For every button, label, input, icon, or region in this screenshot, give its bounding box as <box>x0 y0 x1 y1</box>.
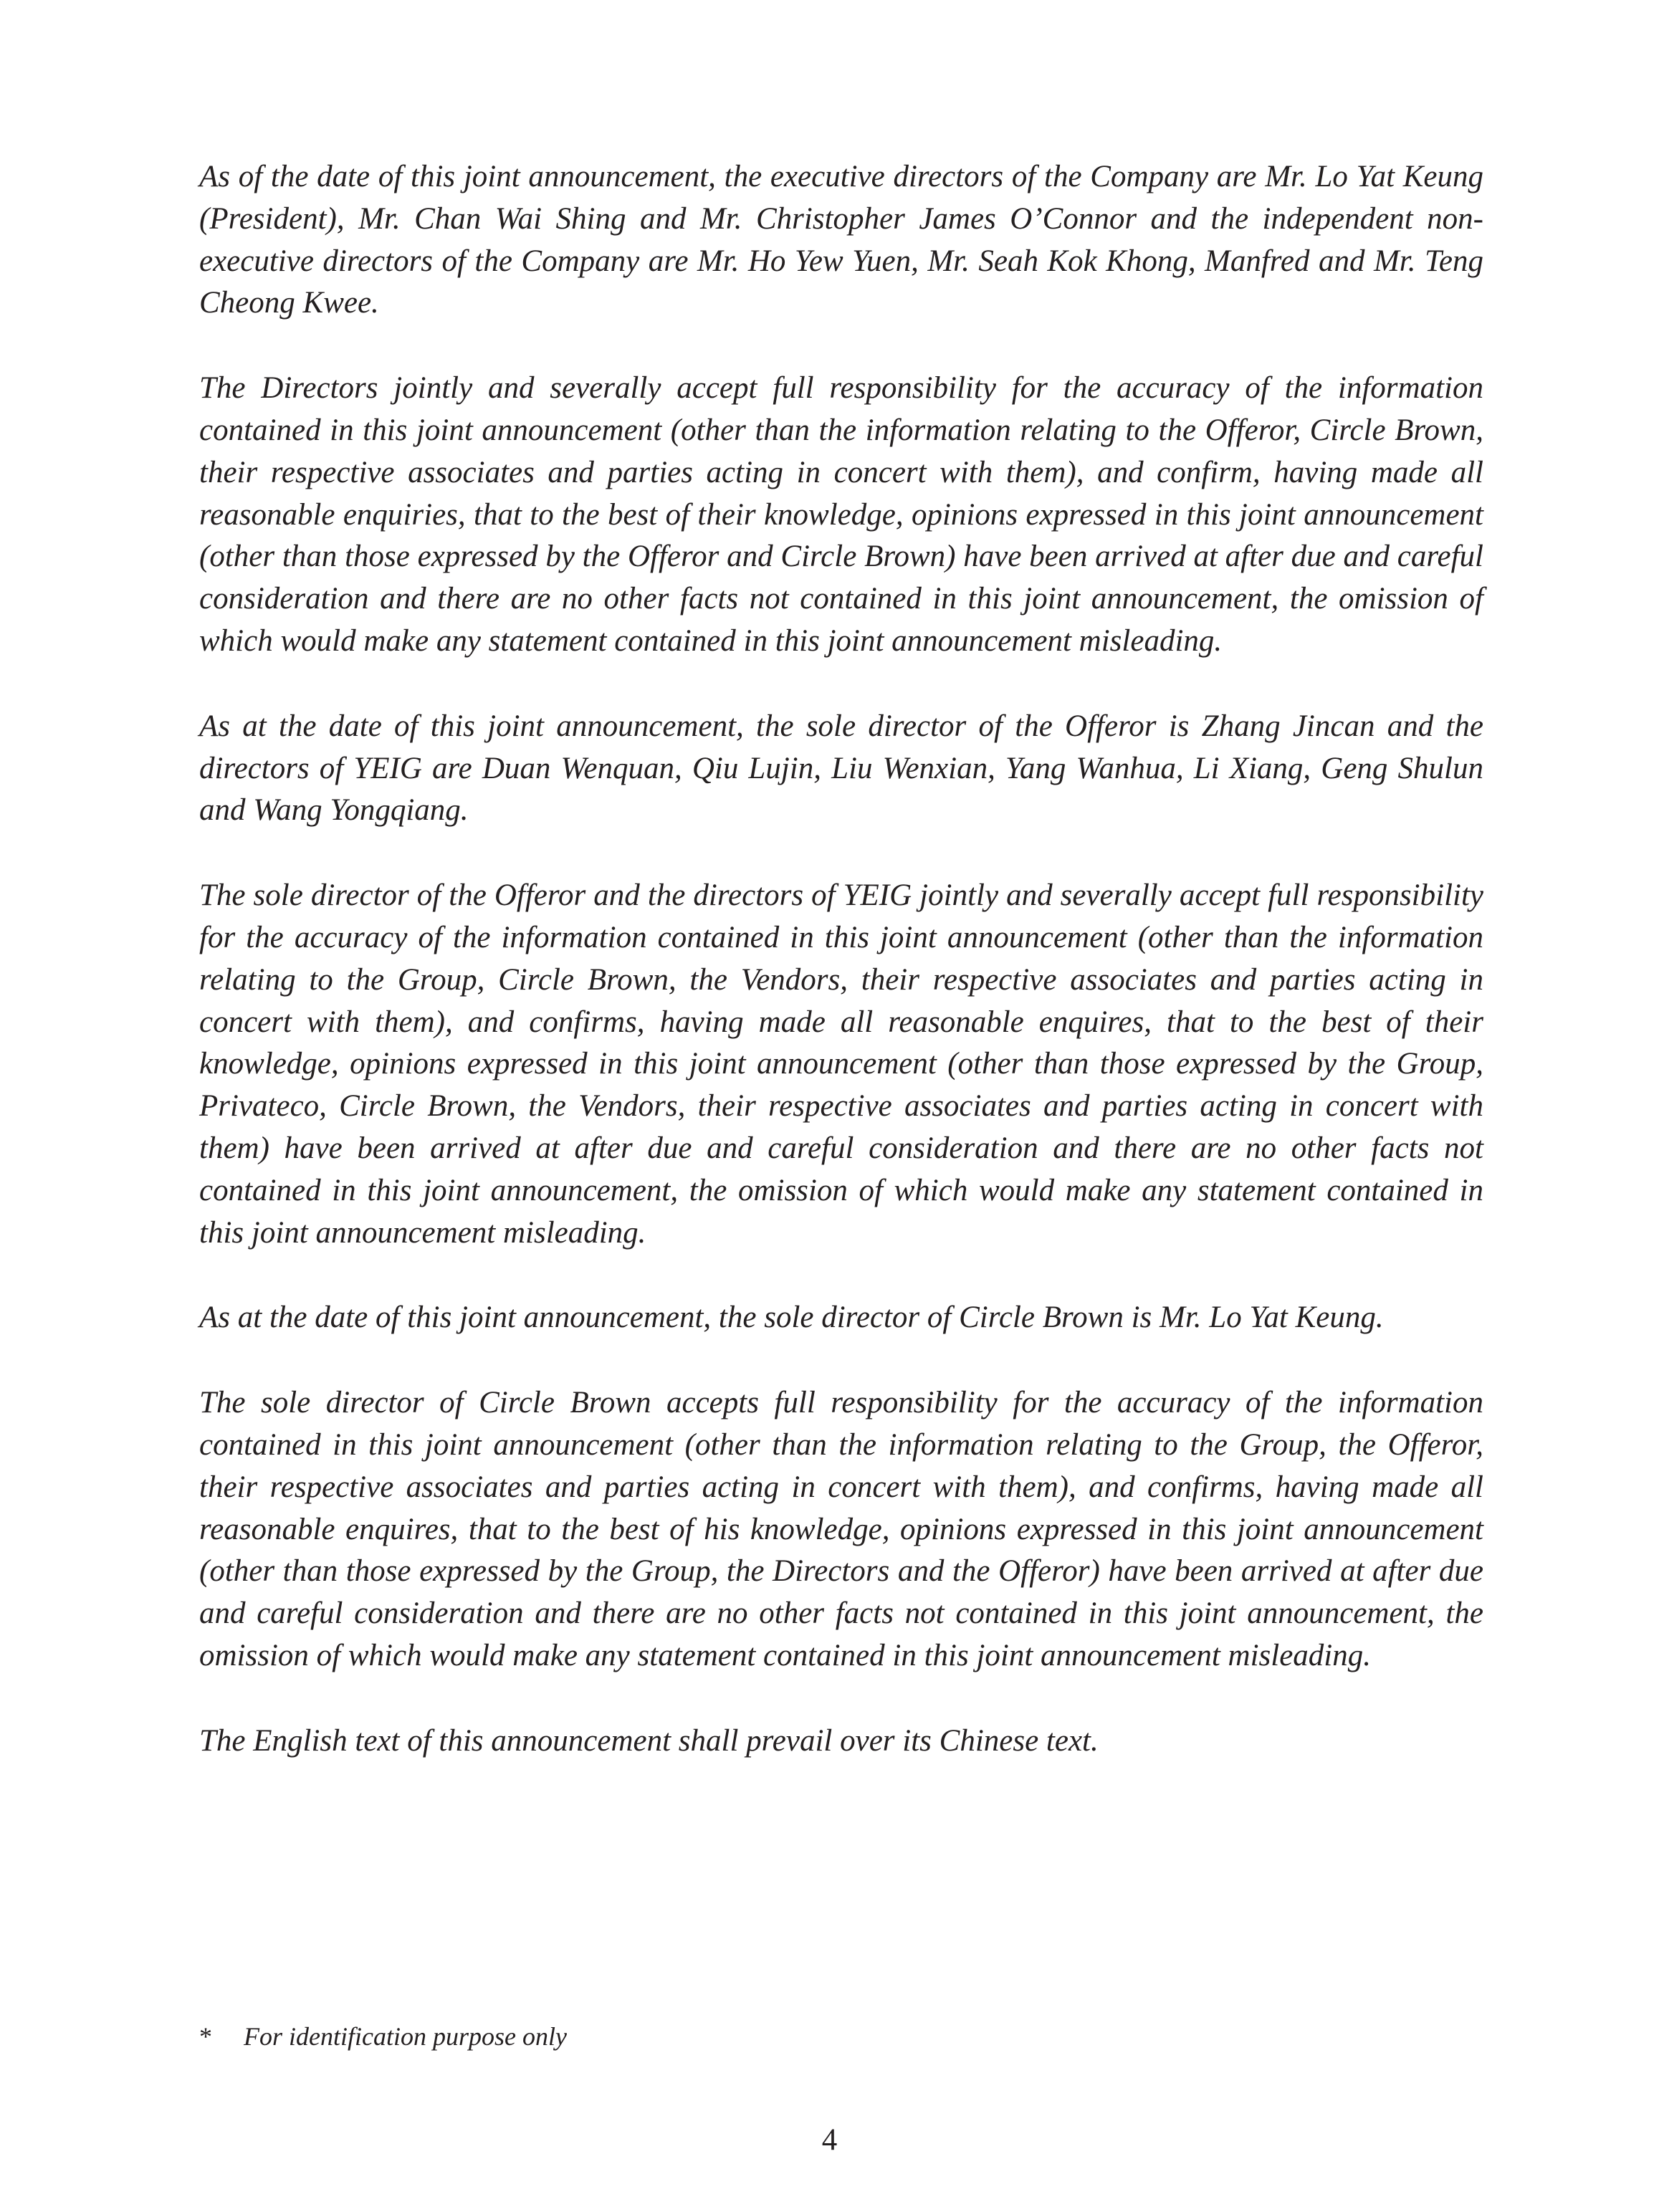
paragraph-circle-brown-responsibility: The sole director of Circle Brown accepts full responsibility for the accuracy of the information contained in this joint announcement (other than the information relating to the Group, the Offeror, their respective associates and parties acting in concert with them), and confirms, having made all reasonable enquires, that to the best of his knowledge, opinions expressed in this joint announcement (other than those expressed by the Group, the Directors and the Offeror) have been arrived at after due and careful consideration and there are no other facts not contained in this joint announcement, the omission of which would make any statement contained in this joint announcement misleading. <box>199 1386 1483 1672</box>
paragraph-language-prevail: The English text of this announcement shall prevail over its Chinese text. <box>199 1723 1099 1758</box>
announcement-body <box>199 156 1483 1763</box>
footnote-text: For identification purpose only <box>244 2022 567 2051</box>
page-number: 4 <box>821 2123 838 2157</box>
paragraph-company-directors: As of the date of this joint announcement, the executive directors of the Company are Mr. Lo Yat Keung (President), Mr. Chan Wai Shing and Mr. Christopher James O’Connor and the independent non-executive directors of the Company are Mr. Ho Yew Yuen, Mr. Seah Kok Khong, Manfred and Mr. Teng Cheong Kwee. <box>199 160 1483 320</box>
paragraph-directors-responsibility: The Directors jointly and severally accept full responsibility for the accuracy of the information contained in this joint announcement (other than the information relating to the Offeror, Circle Brown, their respective associates and parties acting in concert with them), and confirm, having made all reasonable enquiries, that to the best of their knowledge, opinions expressed in this joint announcement (other than those expressed by the Offeror and Circle Brown) have been arrived at after due and careful consideration and there are no other facts not contained in this joint announcement, the omission of which would make any statement contained in this joint announcement misleading. <box>199 371 1483 658</box>
paragraph-offeror-responsibility: The sole director of the Offeror and the directors of YEIG jointly and severally accept full responsibility for the accuracy of the information contained in this joint announcement (other than the information relating to the Group, Circle Brown, the Vendors, their respective associates and parties acting in concert with them), and confirms, having made all reasonable enquires, that to the best of their knowledge, opinions expressed in this joint announcement (other than those expressed by the Group, Privateco, Circle Brown, the Vendors, their respective associates and parties acting in concert with them) have been arrived at after due and careful consideration and there are no other facts not contained in this joint announcement, the omission of which would make any statement contained in this joint announcement misleading. <box>199 878 1483 1250</box>
footnote-marker: * <box>199 2022 212 2051</box>
paragraph-offeror-directors: As at the date of this joint announcement, the sole director of the Offeror is Zhang Jincan and the directors of YEIG are Duan Wenquan, Qiu Lujin, Liu Wenxian, Yang Wanhua, Li Xiang, Geng Shulun and Wang Yongqiang. <box>199 709 1483 828</box>
footnote <box>199 2021 567 2052</box>
paragraph-circle-brown-director: As at the date of this joint announcement, the sole director of Circle Brown is Mr. Lo Yat Keung. <box>199 1301 1384 1335</box>
